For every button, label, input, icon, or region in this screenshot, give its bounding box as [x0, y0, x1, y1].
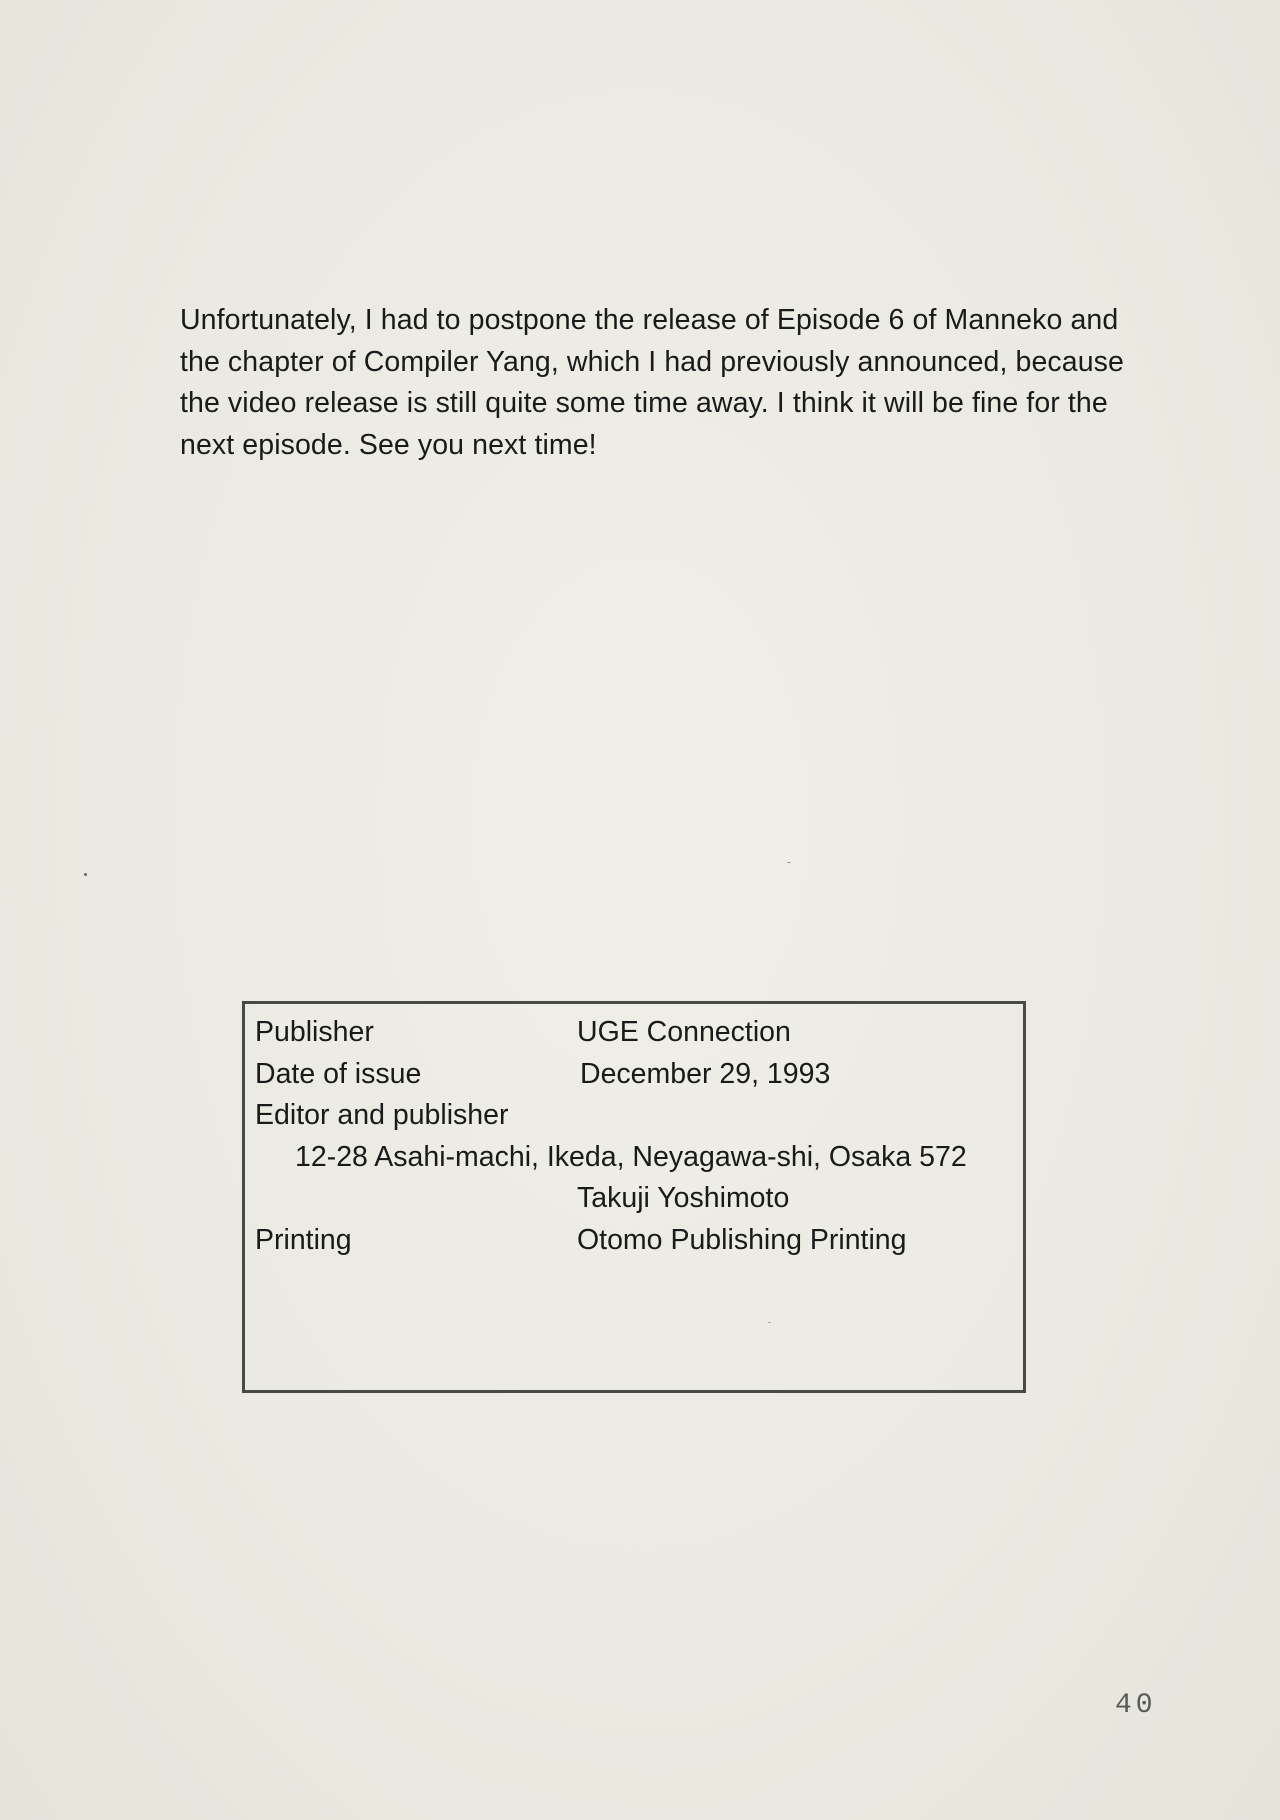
printing-label: Printing [255, 1224, 352, 1256]
colophon-box [242, 1001, 1026, 1393]
publisher-value: UGE Connection [577, 1016, 791, 1048]
page-number: 40 [1115, 1690, 1157, 1721]
editor-name-value: Takuji Yoshimoto [577, 1182, 790, 1214]
intro-paragraph: Unfortunately, I had to postpone the release of Episode 6 of Manneko and the chapter of Compiler Yang, which I had previously announced, because the video release is still quite some time away. I think it will be fine for the next episode. See you next time! [180, 304, 1124, 461]
date-value: December 29, 1993 [580, 1058, 831, 1090]
address-value: 12-28 Asahi-machi, Ikeda, Neyagawa-shi, Osaka 572 [295, 1141, 967, 1173]
editor-label: Editor and publisher [255, 1099, 509, 1131]
paper-speck [768, 1322, 771, 1323]
printing-value: Otomo Publishing Printing [577, 1224, 907, 1256]
publisher-label: Publisher [255, 1016, 374, 1048]
paper-speck [84, 873, 87, 876]
paper-speck [787, 862, 791, 863]
date-label: Date of issue [255, 1058, 422, 1090]
